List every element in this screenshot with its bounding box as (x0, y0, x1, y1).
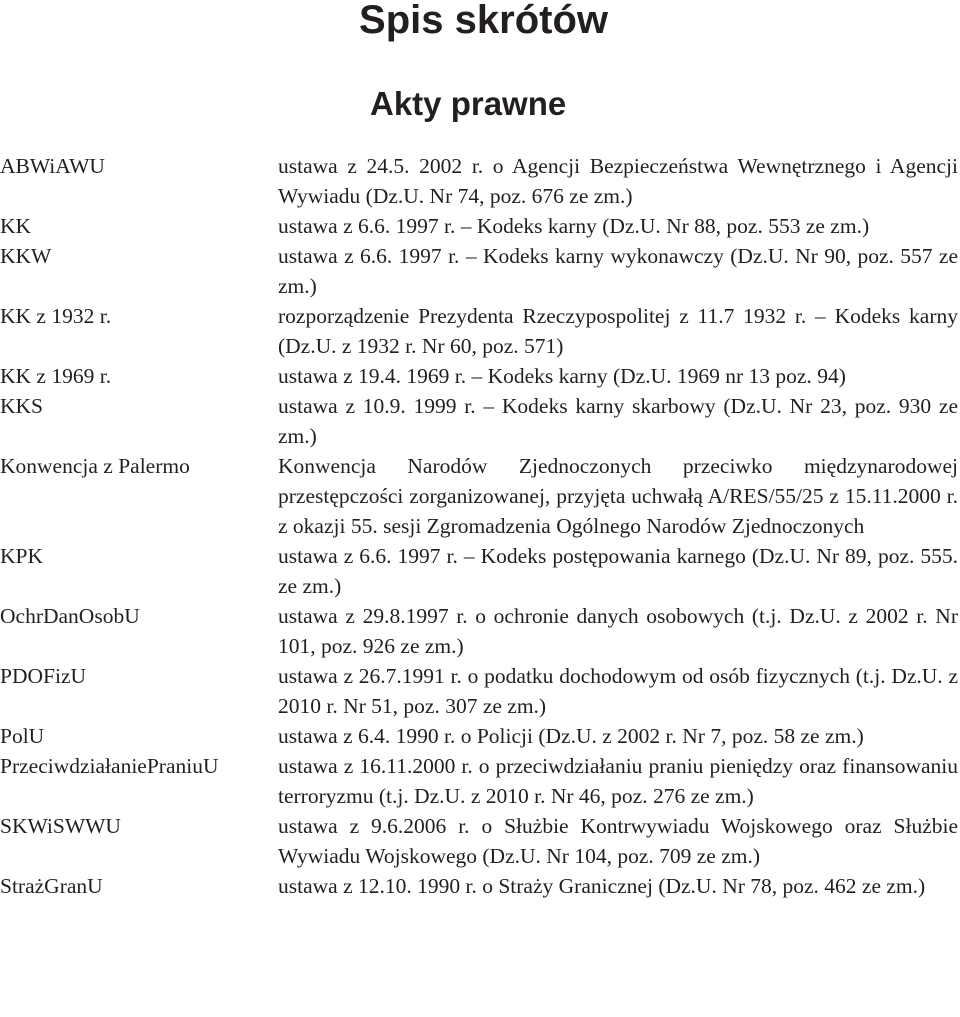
abbreviation-entry (0, 391, 960, 451)
abbreviation-entry (0, 871, 960, 901)
abbreviation-definition: ustawa z 6.6. 1997 r. – Kodeks karny (Dz.U. Nr 88, poz. 553 ze zm.) (278, 214, 870, 238)
abbreviation-term: PDOFizU (0, 664, 87, 688)
abbreviation-entry (0, 451, 960, 541)
abbreviation-entry (0, 811, 960, 871)
abbreviation-term: PrzeciwdziałaniePraniuU (0, 754, 219, 778)
abbreviation-term: Konwencja z Palermo (0, 454, 190, 478)
abbreviation-definition: ustawa z 6.6. 1997 r. – Kodeks postępowania karnego (Dz.U. Nr 89, poz. 555. ze zm.) (278, 544, 958, 598)
abbreviation-definition: rozporządzenie Prezydenta Rzeczypospolitej z 11.7 1932 r. – Kodeks karny (Dz.U. z 1932 r. Nr 60, poz. 571) (278, 304, 958, 358)
abbreviation-entry (0, 241, 960, 301)
abbreviation-definition: ustawa z 19.4. 1969 r. – Kodeks karny (Dz.U. 1969 nr 13 poz. 94) (278, 364, 846, 388)
abbreviation-definition: ustawa z 16.11.2000 r. o przeciwdziałaniu praniu pieniędzy oraz finansowaniu terroryzmu (t.j. Dz.U. z 2010 r. Nr 46, poz. 276 ze zm.) (278, 754, 958, 808)
abbreviation-entry (0, 601, 960, 661)
section-title: Akty prawne (370, 85, 567, 122)
abbreviations-list (0, 151, 960, 901)
abbreviation-entry (0, 301, 960, 361)
abbreviation-entry (0, 721, 960, 751)
abbreviation-definition: ustawa z 6.6. 1997 r. – Kodeks karny wykonawczy (Dz.U. Nr 90, poz. 557 ze zm.) (278, 244, 958, 298)
abbreviation-definition: ustawa z 6.4. 1990 r. o Policji (Dz.U. z 2002 r. Nr 7, poz. 58 ze zm.) (278, 724, 864, 748)
abbreviation-entry (0, 361, 960, 391)
abbreviation-entry (0, 211, 960, 241)
abbreviation-term: PolU (0, 724, 45, 748)
abbreviation-definition: Konwencja Narodów Zjednoczonych przeciwko międzynarodowej przestępczości zorganizowanej, przyjęta uchwałą A/RES/55/25 z 15.11.2000 r. z okazji 55. sesji Zgromadzenia Ogólnego Narodów Zjednoczonych (278, 454, 958, 538)
abbreviation-definition: ustawa z 10.9. 1999 r. – Kodeks karny skarbowy (Dz.U. Nr 23, poz. 930 ze zm.) (278, 394, 958, 448)
abbreviation-term: KK (0, 214, 32, 238)
abbreviation-term: KK z 1969 r. (0, 364, 112, 388)
abbreviation-term: KKS (0, 394, 44, 418)
abbreviation-definition: ustawa z 12.10. 1990 r. o Straży Granicznej (Dz.U. Nr 78, poz. 462 ze zm.) (278, 874, 926, 898)
abbreviation-term: StrażGranU (0, 874, 103, 898)
abbreviation-definition: ustawa z 26.7.1991 r. o podatku dochodowym od osób fizycznych (t.j. Dz.U. z 2010 r. Nr 51, poz. 307 ze zm.) (278, 664, 958, 718)
abbreviation-term: KPK (0, 544, 44, 568)
abbreviation-term: KKW (0, 244, 52, 268)
page-title: Spis skrótów (359, 0, 608, 42)
abbreviation-term: KK z 1932 r. (0, 304, 112, 328)
abbreviation-term: ABWiAWU (0, 154, 105, 178)
abbreviation-entry (0, 661, 960, 721)
abbreviation-entry (0, 751, 960, 811)
abbreviation-definition: ustawa z 24.5. 2002 r. o Agencji Bezpieczeństwa Wewnętrznego i Agencji Wywiadu (Dz.U. Nr 74, poz. 676 ze zm.) (278, 154, 958, 208)
abbreviation-entry (0, 541, 960, 601)
abbreviation-entry (0, 151, 960, 211)
abbreviation-term: SKWiSWWU (0, 814, 121, 838)
abbreviation-definition: ustawa z 9.6.2006 r. o Służbie Kontrwywiadu Wojskowego oraz Służbie Wywiadu Wojskowego (Dz.U. Nr 104, poz. 709 ze zm.) (278, 814, 958, 868)
abbreviation-term: OchrDanOsobU (0, 604, 140, 628)
abbreviation-definition: ustawa z 29.8.1997 r. o ochronie danych osobowych (t.j. Dz.U. z 2002 r. Nr 101, poz. 926 ze zm.) (278, 604, 958, 658)
